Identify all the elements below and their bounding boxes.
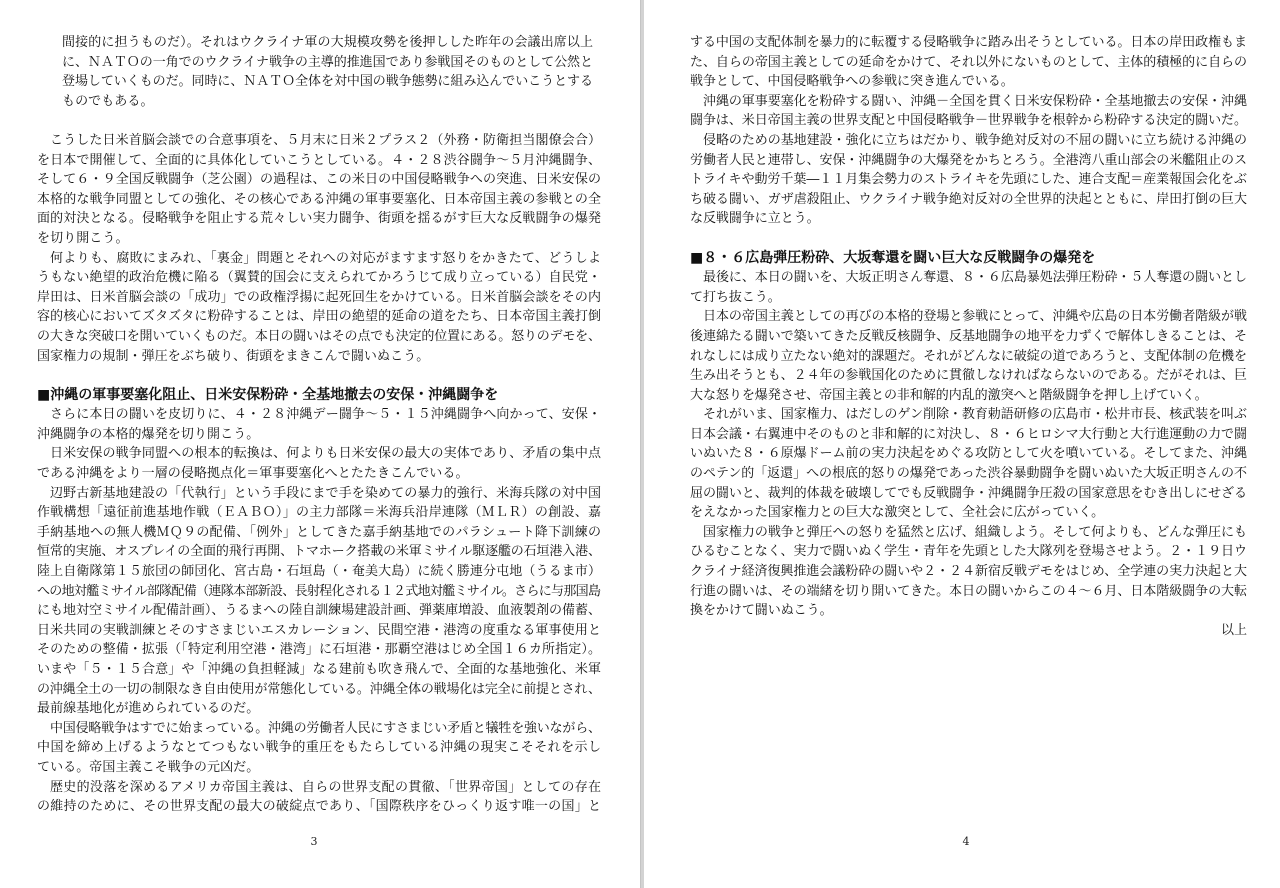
text-line: 中国侵略戦争はすでに始まっている。沖縄の労働者人民にすさまじい矛盾と犠牲を強いながら、	[50, 720, 601, 736]
section-heading: ■沖縄の軍事要塞化阻止、日米安保粉砕・全基地撤去の安保・沖縄闘争を	[37, 386, 499, 403]
text-line: 労働者人民と連帯し、安保・沖縄闘争の大爆発をかちとろう。全港湾八重山部会の米艦阻止のス	[690, 152, 1247, 168]
text-line: 間接的に担うものだ）。それはウクライナ軍の大規模攻勢を後押しした昨年の会議出席以上	[62, 35, 593, 50]
text-line: 戦争として、中国侵略戦争への参戦に突き進んでいる。	[690, 74, 1014, 90]
text-line: 最前線基地化が進められているのだ。	[37, 701, 260, 717]
text-line: 国家権力の戦争と弾圧への怒りを猛然と広げ、組織しよう。そして何よりも、どんな弾圧にも	[703, 524, 1247, 540]
text-line: 容的核心においてズタズタに粉砕することは、岸田の絶望的延命の道をたち、日本帝国主義打倒	[37, 309, 601, 325]
text-line: そして６・９全国反戦闘争（芝公園）の過程は、この米日の中国侵略戦争への突進、日米安保の	[37, 172, 601, 188]
text-line: な反戦闘争に立とう。	[690, 211, 820, 227]
text-line: 日本の帝国主義としての再びの本格的登場と参戦にとって、沖縄や広島の日本労働者階級が戦	[703, 309, 1247, 325]
text-line: いぬいた８・６原爆ドーム前の実力決起をめぐる攻防として火を噴いている。そしてまた、沖縄	[690, 446, 1247, 462]
paragraph	[37, 405, 601, 444]
paragraph	[690, 33, 1247, 92]
text-line: する中国の支配体制を暴力的に転覆する侵略戦争に踏み出そうとしている。日本の岸田政権もま	[690, 35, 1247, 50]
text-line: 最後に、本日の闘いを、大坂正明さん奪還、８・６広島暴処法弾圧粉砕・５人奪還の闘いとし	[703, 270, 1247, 286]
text-line: て打ち抜こう。	[690, 289, 781, 305]
text-line: それがいま、国家権力、はだしのゲン削除・教育勅語研修の広島市・松井市長、核武装を叫ぶ	[703, 407, 1247, 423]
text-line: 後連綿たる闘いで築いてきた反戦反核闘争、反基地闘争の地平を力ずくで解体しきることは、そ	[690, 328, 1247, 344]
text-line: 恒常的実施、オスプレイの全面的飛行再開、トマホーク搭載の米軍ミサイル駆逐艦の石垣港入港、	[37, 544, 601, 560]
paragraph	[690, 92, 1247, 131]
text-line: 日米共同の実戦訓練とそのすさまじいエスカレーション、民間空港・港湾の度重なる軍事使用と	[37, 622, 601, 638]
text-line: の沖縄全土の一切の制限なき自由使用が常態化している。沖縄全体の戦場化は完全に前提とされ、	[37, 681, 601, 697]
paragraph	[37, 444, 601, 483]
text-line: 行進の闘いは、その端緒を切り開いてきた。本日の闘いからこの４～６月、日本階級闘争の大転	[690, 583, 1247, 599]
text-line: を日本で開催して、全面的に具体化していこうとしている。４・２８渋谷闘争～５月沖縄闘争、	[37, 152, 601, 168]
paragraph	[690, 131, 1247, 229]
text-line: 大な怒りを爆発させ、帝国主義との非和解的内乱的激突へと階級闘争を押し上げていく。	[690, 387, 1208, 403]
text-line: 沖縄の軍事要塞化を粉砕する闘い、沖縄－全国を貫く日米安保粉砕・全基地撤去の安保・沖縄	[703, 93, 1247, 109]
text-line: 中国を締め上げるようなとてつもない戦争的重圧をもたらしている沖縄の現実こそそれを示し	[37, 740, 601, 756]
text-line: 面的対決となる。侵略戦争を阻止する荒々しい実力闘争、街頭を揺るがす巨大な反戦闘争の爆発	[37, 211, 601, 227]
text-line: クライナ経済復興推進会議粉砕の闘いや２・２４新宿反戦デモをはじめ、全学連の実力決起と大	[690, 564, 1247, 580]
text-line: さらに本日の闘いを皮切りに、４・２８沖縄デー闘争～５・１５沖縄闘争へ向かって、安保・	[50, 407, 601, 423]
text-line: 作戦構想「遠征前進基地作戦（ＥＡＢＯ）」の主力部隊＝米海兵沿岸連隊（ＭＬＲ）の創設、嘉	[37, 505, 601, 521]
paragraph	[690, 268, 1247, 307]
text-line: ものでもある。	[62, 93, 154, 109]
blank-line	[37, 111, 601, 131]
page-right	[644, 0, 1280, 888]
text-line: いまや「５・１５合意」や「沖縄の負担軽減」なる建前も吹き飛んで、全面的な基地強化、米軍	[37, 662, 601, 677]
text-line: 岸田は、日米首脳会談の「成功」での政権浮揚に起死回生をかけている。日米首脳会談をその内	[37, 289, 601, 305]
text-line: の大きな突破口を開いていくものだ。本日の闘いはその点でも決定的位置にある。怒りのデモを、	[37, 328, 601, 344]
page-number: 3	[310, 835, 318, 848]
text-line: そのための整備・拡張（「特定利用空港・港湾」に石垣港・那覇空港はじめ全国１６カ所指定）。	[37, 642, 601, 658]
text-line: れなしには成り立たない絶対的課題だ。それがどんなに破綻の道であろうと、支配体制の危機を	[690, 348, 1247, 364]
text-line: 生み出そうとも、２４年の参戦国化のために貫徹しなければならないのである。だがそれは、巨	[690, 368, 1247, 384]
text-line: 登場していくものだ。同時に、ＮＡＴＯ全体を対中国の戦争態勢に組み込んでいこうとする	[62, 74, 593, 90]
text-line: 辺野古新基地建設の「代執行」という手段にまで手を染めての暴力的強行、米海兵隊の対中国	[50, 485, 601, 501]
text-line: 闘争は、米日帝国主義の世界支配と中国侵略戦争－世界戦争を根幹から粉砕する決定的闘いだ。	[690, 113, 1247, 129]
paragraph	[37, 484, 601, 719]
paragraph	[690, 307, 1247, 405]
text-line: 日本会議・右翼連中そのものと非和解的に対決し、８・６ヒロシマ大行動と大行進運動の力で闘	[690, 426, 1247, 442]
text-line: にも地対空ミサイル配備計画）、うるまへの陸自訓練場建設計画、弾薬庫増設、血液製剤の備蓄、	[37, 603, 601, 619]
paragraph	[37, 131, 601, 249]
text-line: のペテン的「返還」への根底的怒りの爆発であった渋谷暴動闘争を闘いぬいた大坂正明さんの不	[690, 466, 1247, 482]
text-line: た、自らの帝国主義としての延命をかけて、それ以外にないものとして、主体的積極的に自らの	[690, 54, 1247, 70]
text-line: ている。帝国主義こそ戦争の元凶だ。	[37, 759, 260, 775]
closing-mark: 以上	[1220, 622, 1247, 638]
text-line: 何よりも、腐敗にまみれ、「裏金」問題とそれへの対応がますます怒りをかきたて、どうしよ	[50, 250, 601, 266]
text-line: をえなかった国家権力との巨大な激突として、全社会に広がっていく。	[690, 505, 1105, 521]
text-line: トライキや動労千葉―１１月集会勢力のストライキを先頭にした、連合支配＝産業報国会化をぶ	[690, 172, 1247, 188]
quote-block	[62, 33, 593, 111]
paragraph	[37, 719, 601, 778]
text-line: 手納基地への無人機ＭＱ９の配備、「例外」としてきた嘉手納基地でのパラシュート降下訓練の	[37, 524, 601, 540]
text-line: 換をかけて闘いぬこう。	[690, 603, 833, 619]
paragraph	[37, 778, 601, 817]
text-line: 国家権力の規制・弾圧をぶち破り、街頭をまきこんで闘いぬこう。	[37, 348, 430, 364]
paragraph	[690, 523, 1247, 621]
section-heading: ■８・６広島弾圧粉砕、大坂奪還を闘い巨大な反戦闘争の爆発を	[690, 249, 1096, 266]
text-line: うもない絶望的政治危機に陥る（翼賛的国会に支えられてかろうじて成り立っている）自民党・	[37, 270, 601, 286]
blank-line	[37, 366, 601, 386]
text-line: 日米安保の戦争同盟への根本的転換は、何よりも日米安保の最大の実体であり、矛盾の集中点	[50, 446, 601, 462]
page-text-column	[37, 33, 601, 817]
text-line: への地対艦ミサイル部隊配備（連隊本部新設、長射程化される１２式地対艦ミサイル。さらに与那国島	[37, 583, 601, 599]
page-number: 4	[962, 835, 970, 848]
text-line: に、ＮＡＴＯの一角でのウクライナ戦争の主導的推進国であり参戦国そのものとして公然と	[62, 54, 593, 70]
text-line: である沖縄をより一層の侵略拠点化＝軍事要塞化へとたたきこんでいる。	[37, 466, 469, 482]
text-line: 屈の闘いと、裁判的体裁を破壊してでも反戦闘争・沖縄闘争圧殺の国家意思をむき出しにせざる	[690, 485, 1247, 501]
text-line: を切り開こう。	[37, 230, 129, 246]
text-line: 沖縄闘争の本格的爆発を切り開こう。	[37, 426, 260, 442]
text-line: ち破る闘い、ガザ虐殺阻止、ウクライナ戦争絶対反対の全世界的決起とともに、岸田打倒の巨大	[690, 191, 1247, 207]
paragraph	[37, 249, 601, 367]
page-text-column	[690, 33, 1247, 640]
text-line: 本格的な戦争同盟としての強化、その核心である沖縄の軍事要塞化、日本帝国主義の参戦との全	[37, 191, 601, 207]
text-line: ひるむことなく、実力で闘いぬく学生・青年を先頭とした大隊列を登場させよう。２・１９日ウ	[690, 544, 1247, 560]
text-line: 侵略のための基地建設・強化に立ちはだかり、戦争絶対反対の不屈の闘いに立ち続ける沖縄の	[703, 132, 1247, 148]
text-line: 歴史的没落を深めるアメリカ帝国主義は、自らの世界支配の貫徹、「世界帝国」としての存在	[50, 779, 601, 795]
blank-line	[690, 229, 1247, 249]
text-line: の維持のために、その世界支配の最大の破綻点であり、「国際秩序をひっくり返す唯一の国」と	[37, 799, 601, 815]
text-line: 陸上自衛隊第１５旅団の師団化、宮古島・石垣島（・奄美大島）に続く勝連分屯地（うるま市）	[37, 564, 601, 580]
text-line: こうした日米首脳会談での合意事項を、５月末に日米２プラス２（外務・防衛担当閣僚会合）	[50, 132, 601, 148]
paragraph	[690, 405, 1247, 523]
